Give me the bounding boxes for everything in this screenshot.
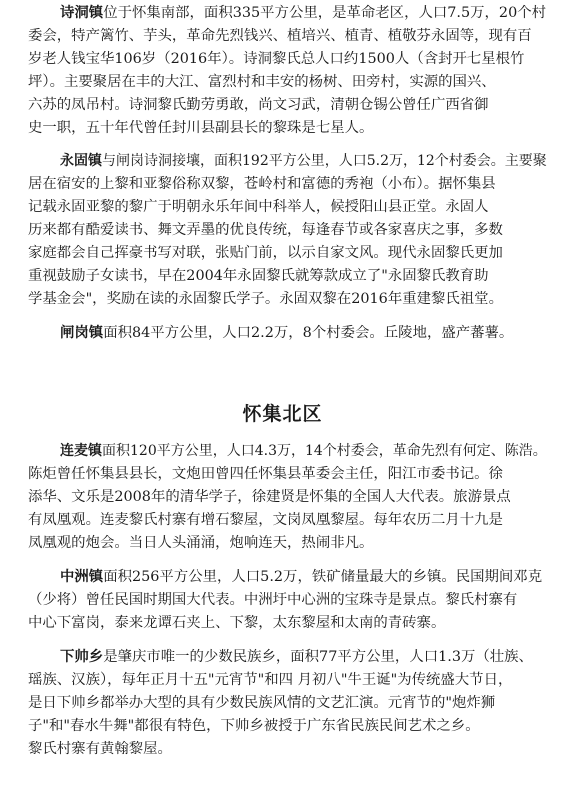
- paragraph-line: 瑶族、汉族），每年正月十五"元宵节"和四 月初八"牛王诞"为传统盛大节日，: [28, 672, 513, 688]
- paragraph-line: 中洲镇面积256平方公里，人口5.2万，铁矿储量最大的乡镇。民国期间邓克: [60, 568, 543, 585]
- paragraph-line: （少将）曾任民国时期国大代表。中洲圩中心洲的宝珠寺是景点。黎氏村寨有: [28, 592, 518, 608]
- paragraph-line: 史一职，五十年代曾任封川县副县长的黎珠是七星人。: [28, 120, 374, 136]
- paragraph-line: 黎氏村寨有黄翰黎屋。: [28, 741, 172, 757]
- paragraph-line: 下帅乡是肇庆市唯一的少数民族乡，面积77平方公里，人口1.3万（壮族、: [60, 648, 533, 665]
- paragraph-line: 子"和"春水牛舞"都很有特色，下帅乡被授于广东省民族民间艺术之乡。: [28, 718, 480, 734]
- paragraph-line: 家庭都会自己挥豪书写对联，张贴门前，以示自家文风。现代永固黎氏更加: [28, 245, 503, 261]
- paragraph-line: 添华、文乐是2008年的清华学子，徐建贤是怀集的全国人大代表。旅游景点: [28, 489, 511, 505]
- paragraph-line: 诗洞镇位于怀集南部，面积335平方公里，是革命老区，人口7.5万，20个村: [60, 4, 547, 21]
- paragraph-line: 连麦镇面积120平方公里，人口4.3万，14个村委会，革命先烈有何定、陈浩。: [60, 443, 547, 459]
- town-name: 闸岗镇: [60, 324, 104, 341]
- section-heading: 怀集北区: [242, 403, 323, 425]
- town-name: 下帅乡: [60, 648, 104, 665]
- paragraph-line: 学基金会"，奖励在读的永固黎氏学子。永固双黎在2016年重建黎氏祖堂。: [28, 291, 503, 307]
- town-name: 连麦镇: [60, 443, 102, 459]
- paragraph-line: 闸岗镇面积84平方公里，人口2.2万，8个村委会。丘陵地，盛产蕃薯。: [60, 324, 514, 341]
- paragraph-line: 永固镇与闸岗诗洞接壤，面积192平方公里，人口5.2万，12个村委会。主要聚: [60, 153, 547, 169]
- paragraph-line: 有凤凰观。连麦黎氏村寨有增石黎屋，文岗凤凰黎屋。每年农历二月十九是: [28, 512, 503, 528]
- town-name: 永固镇: [60, 153, 102, 169]
- paragraph-line: 岁老人钱宝华106岁（2016年）。诗洞黎氏总人口约1500人（含封开七星根竹: [28, 51, 525, 67]
- town-name: 诗洞镇: [60, 4, 104, 21]
- paragraph-line: 记载永固亚黎的黎广于明朝永乐年间中科举人，候授阳山县正堂。永固人: [28, 199, 489, 215]
- paragraph-line: 历来都有酷爱读书、舞文弄墨的优良传统，每逢春节或各家喜庆之事，多数: [28, 222, 503, 238]
- town-name: 中洲镇: [60, 568, 104, 585]
- paragraph-line: 六苏的凤吊村。诗洞黎氏勤劳勇敢，尚文习武，清朝仓锡公曾任广西省御: [28, 97, 489, 113]
- paragraph-line: 委会，特产篱竹、芋头，革命先烈钱兴、植培兴、植青、植敬芬永固等，现有百: [28, 28, 532, 44]
- paragraph-line: 重视鼓励子女读书，早在2004年永固黎氏就筹款成立了"永固黎氏教育助: [28, 268, 489, 284]
- paragraph-line: 坪）。主要聚居在丰的大江、富烈村和丰安的杨树、田旁村，实源的国兴、: [28, 74, 496, 90]
- paragraph-line: 是日下帅乡都举办大型的具有少数民族风情的文艺汇演。元宵节的"炮炸狮: [28, 695, 496, 711]
- paragraph-line: 陈炬曾任怀集县县长，文炮田曾四任怀集县革委会主任，阳江市委书记。徐: [28, 466, 503, 482]
- paragraph-line: 凤凰观的炮会。当日人头涌涌，炮响连天，热闹非凡。: [28, 535, 374, 551]
- paragraph-line: 中心下富岗，泰来龙谭石夹上、下黎，太东黎屋和太南的青砖寨。: [28, 615, 446, 631]
- paragraph-line: 居在宿安的上黎和亚黎俗称双黎，苍岭村和富德的秀袍（小布）。据怀集县: [28, 176, 496, 192]
